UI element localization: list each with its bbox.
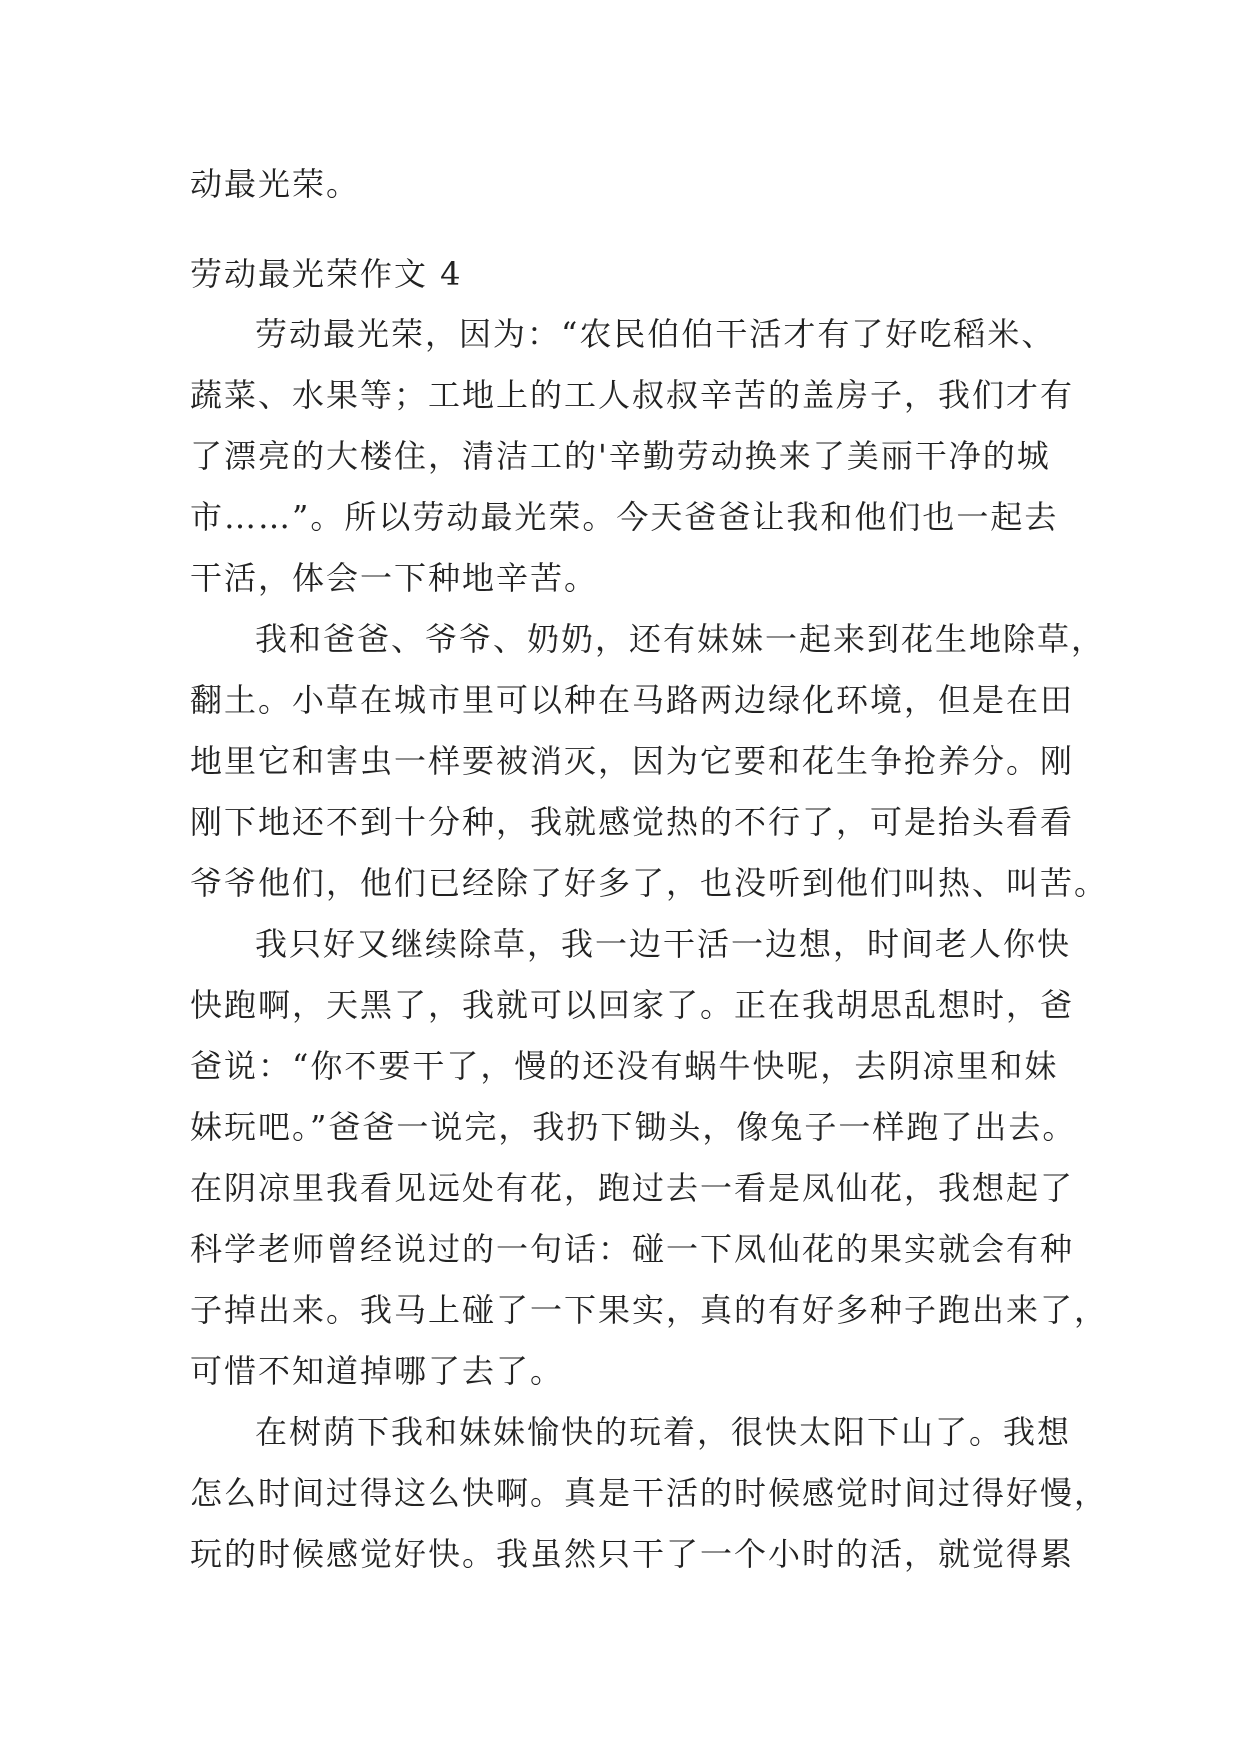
- paragraph-1-line-2: 蔬菜、水果等；工地上的工人叔叔辛苦的盖房子，我们才有: [190, 376, 1075, 414]
- paragraph-2-line-4: 刚下地还不到十分种，我就感觉热的不行了，可是抬头看看: [190, 803, 1075, 841]
- paragraph-1-line-1: 劳动最光荣，因为：“农民伯伯干活才有了好吃稻米、: [255, 315, 1056, 353]
- paragraph-3-line-8: 可惜不知道掉哪了去了。: [190, 1352, 565, 1390]
- paragraph-3-line-7: 子掉出来。我马上碰了一下果实，真的有好多种子跑出来了，: [190, 1291, 1109, 1329]
- paragraph-2-line-3: 地里它和害虫一样要被消灭，因为它要和花生争抢养分。刚: [190, 742, 1075, 780]
- paragraph-2-line-5: 爷爷他们，他们已经除了好多了，也没听到他们叫热、叫苦。: [190, 864, 1109, 902]
- paragraph-3-line-5: 在阴凉里我看见远处有花，跑过去一看是凤仙花，我想起了: [190, 1169, 1075, 1207]
- paragraph-1-line-4: 市……”。所以劳动最光荣。今天爸爸让我和他们也一起去: [190, 498, 1059, 536]
- paragraph-3-line-1: 我只好又继续除草，我一边干活一边想，时间老人你快: [255, 925, 1072, 963]
- continuation-line: 动最光荣。: [190, 165, 361, 203]
- paragraph-3-line-3: 爸说：“你不要干了，慢的还没有蜗牛快呢，去阴凉里和妹: [190, 1047, 1059, 1085]
- section-title: 劳动最光荣作文 4: [190, 255, 463, 293]
- paragraph-3-line-4: 妹玩吧。”爸爸一说完，我扔下锄头，像兔子一样跑了出去。: [190, 1108, 1077, 1146]
- paragraph-3-line-2: 快跑啊，天黑了，我就可以回家了。正在我胡思乱想时，爸: [190, 986, 1075, 1024]
- paragraph-3-line-6: 科学老师曾经说过的一句话：碰一下凤仙花的果实就会有种: [190, 1230, 1075, 1268]
- paragraph-1-line-5: 干活，体会一下种地辛苦。: [190, 559, 599, 597]
- paragraph-2-line-1: 我和爸爸、爷爷、奶奶，还有妹妹一起来到花生地除草，: [255, 620, 1106, 658]
- paragraph-1-line-3: 了漂亮的大楼住，清洁工的'辛勤劳动换来了美丽干净的城: [190, 437, 1051, 475]
- paragraph-4-line-3: 玩的时候感觉好快。我虽然只干了一个小时的活，就觉得累: [190, 1535, 1075, 1573]
- paragraph-4-line-1: 在树荫下我和妹妹愉快的玩着，很快太阳下山了。我想: [255, 1413, 1072, 1451]
- paragraph-4-line-2: 怎么时间过得这么快啊。真是干活的时候感觉时间过得好慢，: [190, 1474, 1109, 1512]
- paragraph-2-line-2: 翻土。小草在城市里可以种在马路两边绿化环境，但是在田: [190, 681, 1075, 719]
